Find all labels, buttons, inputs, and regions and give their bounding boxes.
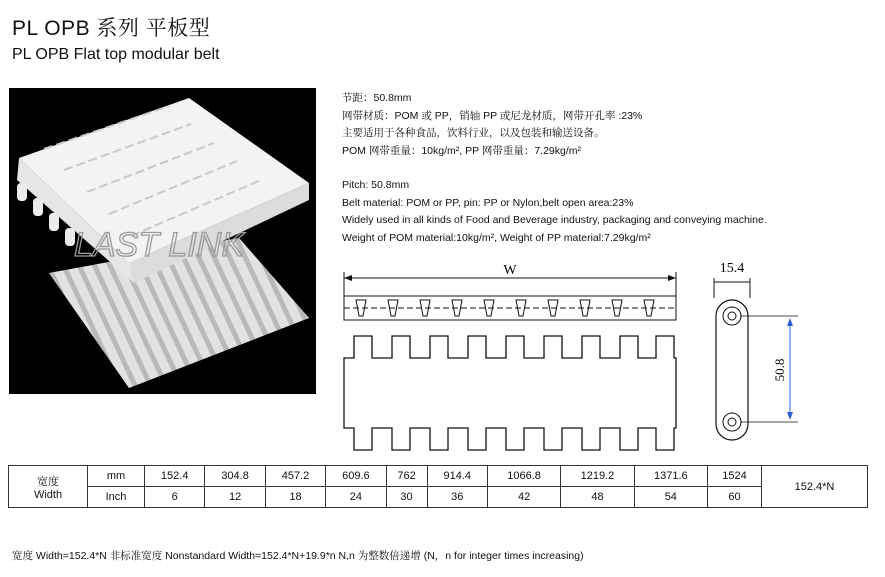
page-title-cn: PL OPB 系列 平板型	[12, 17, 211, 40]
table-cell: 1524	[708, 466, 762, 487]
dim-pitch-label: 50.8	[772, 358, 787, 382]
specifications	[342, 90, 767, 247]
unit-mm: mm	[88, 466, 145, 487]
table-cell: 609.6	[326, 466, 386, 487]
table-cell: 42	[487, 487, 560, 508]
table-cell: 914.4	[427, 466, 487, 487]
table-cell: 6	[145, 487, 205, 508]
product-photo	[9, 88, 316, 394]
spec-cn-usage: 主要适用于各种食品，饮料行业，以及包装和输送设备。	[342, 127, 605, 139]
dim-width-label: W	[503, 263, 517, 278]
table-cell: 54	[634, 487, 707, 508]
spec-cn-weight: POM 网带重量：10kg/m², PP 网带重量：7.29kg/m²	[342, 144, 582, 157]
table-row-mm	[9, 466, 868, 487]
footnote: 宽度 Width=152.4*N 非标准宽度 Nonstandard Width=152.4*N+19.9*n N,n 为整数倍递增 (N，n for integer times increasing)	[12, 550, 584, 562]
table-cell: 18	[265, 487, 325, 508]
table-cell: 60	[708, 487, 762, 508]
spec-cn-material: 网带材质：POM 或 PP，销轴 PP 或尼龙材质，网带开孔率 :23%	[342, 109, 643, 122]
table-cell: 12	[205, 487, 265, 508]
width-formula: 152.4*N	[762, 466, 868, 508]
belt-side-view	[700, 258, 810, 448]
belt-photo-illustration	[9, 88, 316, 394]
table-cell: 1066.8	[487, 466, 560, 487]
watermark-text: LAST LINK	[73, 226, 245, 264]
table-cell: 457.2	[265, 466, 325, 487]
table-cell: 30	[386, 487, 427, 508]
table-cell: 48	[561, 487, 634, 508]
table-row-label: 宽度 Width	[9, 466, 88, 508]
table-cell: 152.4	[145, 466, 205, 487]
table-cell: 36	[427, 487, 487, 508]
table-cell: 1219.2	[561, 466, 634, 487]
spec-en-pitch: Pitch: 50.8mm	[342, 179, 410, 191]
technical-drawing	[336, 258, 686, 463]
unit-inch: Inch	[88, 487, 145, 508]
table-cell: 762	[386, 466, 427, 487]
table-cell: 304.8	[205, 466, 265, 487]
width-table	[8, 465, 868, 508]
spec-en-usage: Widely used in all kinds of Food and Beverage industry, packaging and conveying machine.	[342, 214, 767, 226]
table-row-inch	[9, 487, 868, 508]
dim-thickness-label: 15.4	[719, 261, 745, 276]
side-view-drawing	[700, 258, 810, 453]
table-cell: 1371.6	[634, 466, 707, 487]
spec-en-weight: Weight of POM material:10kg/m², Weight of PP material:7.29kg/m²	[342, 231, 651, 244]
table-cell: 24	[326, 487, 386, 508]
page-title-en: PL OPB Flat top modular belt	[12, 46, 220, 63]
spec-cn-pitch: 节距：50.8mm	[342, 92, 412, 104]
belt-front-view-drawing	[336, 258, 686, 458]
spec-en-material: Belt material: POM or PP, pin: PP or Nylon,belt open area:23%	[342, 196, 634, 209]
